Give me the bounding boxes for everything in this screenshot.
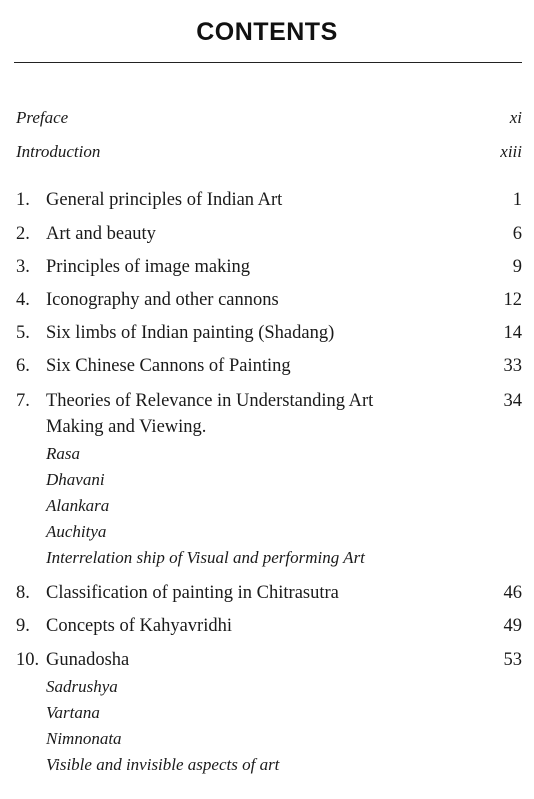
- entry-title: Classification of painting in Chitrasutra: [46, 583, 339, 603]
- entry-title-continuation: Making and Viewing.: [46, 417, 207, 437]
- entry-title: Preface: [16, 108, 69, 127]
- toc-entry-chapter-1[interactable]: [16, 187, 522, 213]
- chapter-number: 7.: [16, 391, 30, 411]
- chapter-number: 8.: [16, 583, 30, 603]
- subentry-interrelation[interactable]: Interrelation ship of Visual and performing Art: [46, 548, 365, 567]
- page-number: 6: [512, 224, 522, 244]
- subentry-dhavani[interactable]: Dhavani: [46, 470, 105, 489]
- toc-entry-chapter-3[interactable]: [16, 254, 522, 280]
- page-number: 49: [503, 616, 522, 636]
- subentry-auchitya[interactable]: Auchitya: [46, 522, 107, 541]
- entry-title: Gunadosha: [46, 650, 130, 670]
- toc-entry-chapter-4[interactable]: [16, 287, 522, 313]
- toc-entry-chapter-6[interactable]: [16, 353, 522, 379]
- page-number: 1: [512, 190, 522, 210]
- chapter-number: 10.: [16, 650, 40, 670]
- entry-title: Introduction: [16, 142, 101, 161]
- chapter-number: 2.: [16, 224, 30, 244]
- entry-title: Six limbs of Indian painting (Shadang): [46, 323, 335, 343]
- page-number: 33: [503, 356, 522, 376]
- toc-entry-chapter-7[interactable]: [16, 388, 522, 414]
- subentry-sadrushya[interactable]: Sadrushya: [46, 677, 118, 696]
- page-title: CONTENTS: [196, 18, 338, 46]
- entry-title: General principles of Indian Art: [46, 190, 283, 210]
- subentry-alankara[interactable]: Alankara: [46, 496, 110, 515]
- chapter-number: 4.: [16, 290, 30, 310]
- entry-title: Concepts of Kahyavridhi: [46, 616, 232, 636]
- subentry-nimnonata[interactable]: Nimnonata: [46, 729, 122, 748]
- chapter-number: 9.: [16, 616, 30, 636]
- page-number: 34: [503, 391, 522, 411]
- page-number: 14: [503, 323, 522, 343]
- chapter-number: 1.: [16, 190, 30, 210]
- toc-entry-chapter-9[interactable]: [16, 613, 522, 639]
- subentry-rasa[interactable]: Rasa: [46, 444, 80, 463]
- page-number: 46: [503, 583, 522, 603]
- toc-entry-introduction[interactable]: [16, 139, 522, 165]
- toc-entry-chapter-5[interactable]: [16, 320, 522, 346]
- page-number: 53: [503, 650, 522, 670]
- entry-title: Six Chinese Cannons of Painting: [46, 356, 291, 376]
- entry-title: Iconography and other cannons: [46, 290, 279, 310]
- toc-entry-preface[interactable]: [16, 105, 522, 131]
- entry-title: Principles of image making: [46, 257, 250, 277]
- toc-entry-chapter-10[interactable]: [16, 647, 522, 673]
- toc-entry-chapter-8[interactable]: [16, 580, 522, 606]
- entry-title: Theories of Relevance in Understanding Art: [46, 391, 374, 411]
- toc-entry-chapter-2[interactable]: [16, 221, 522, 247]
- subentry-vartana[interactable]: Vartana: [46, 703, 100, 722]
- chapter-number: 5.: [16, 323, 30, 343]
- page-number: 12: [503, 290, 522, 310]
- page-number: xi: [509, 108, 522, 127]
- page-number: xiii: [500, 142, 522, 161]
- page-number: 9: [512, 257, 522, 277]
- subentry-visible-invisible[interactable]: Visible and invisible aspects of art: [46, 755, 280, 774]
- entry-title: Art and beauty: [46, 224, 156, 244]
- chapter-number: 6.: [16, 356, 30, 376]
- chapter-number: 3.: [16, 257, 30, 277]
